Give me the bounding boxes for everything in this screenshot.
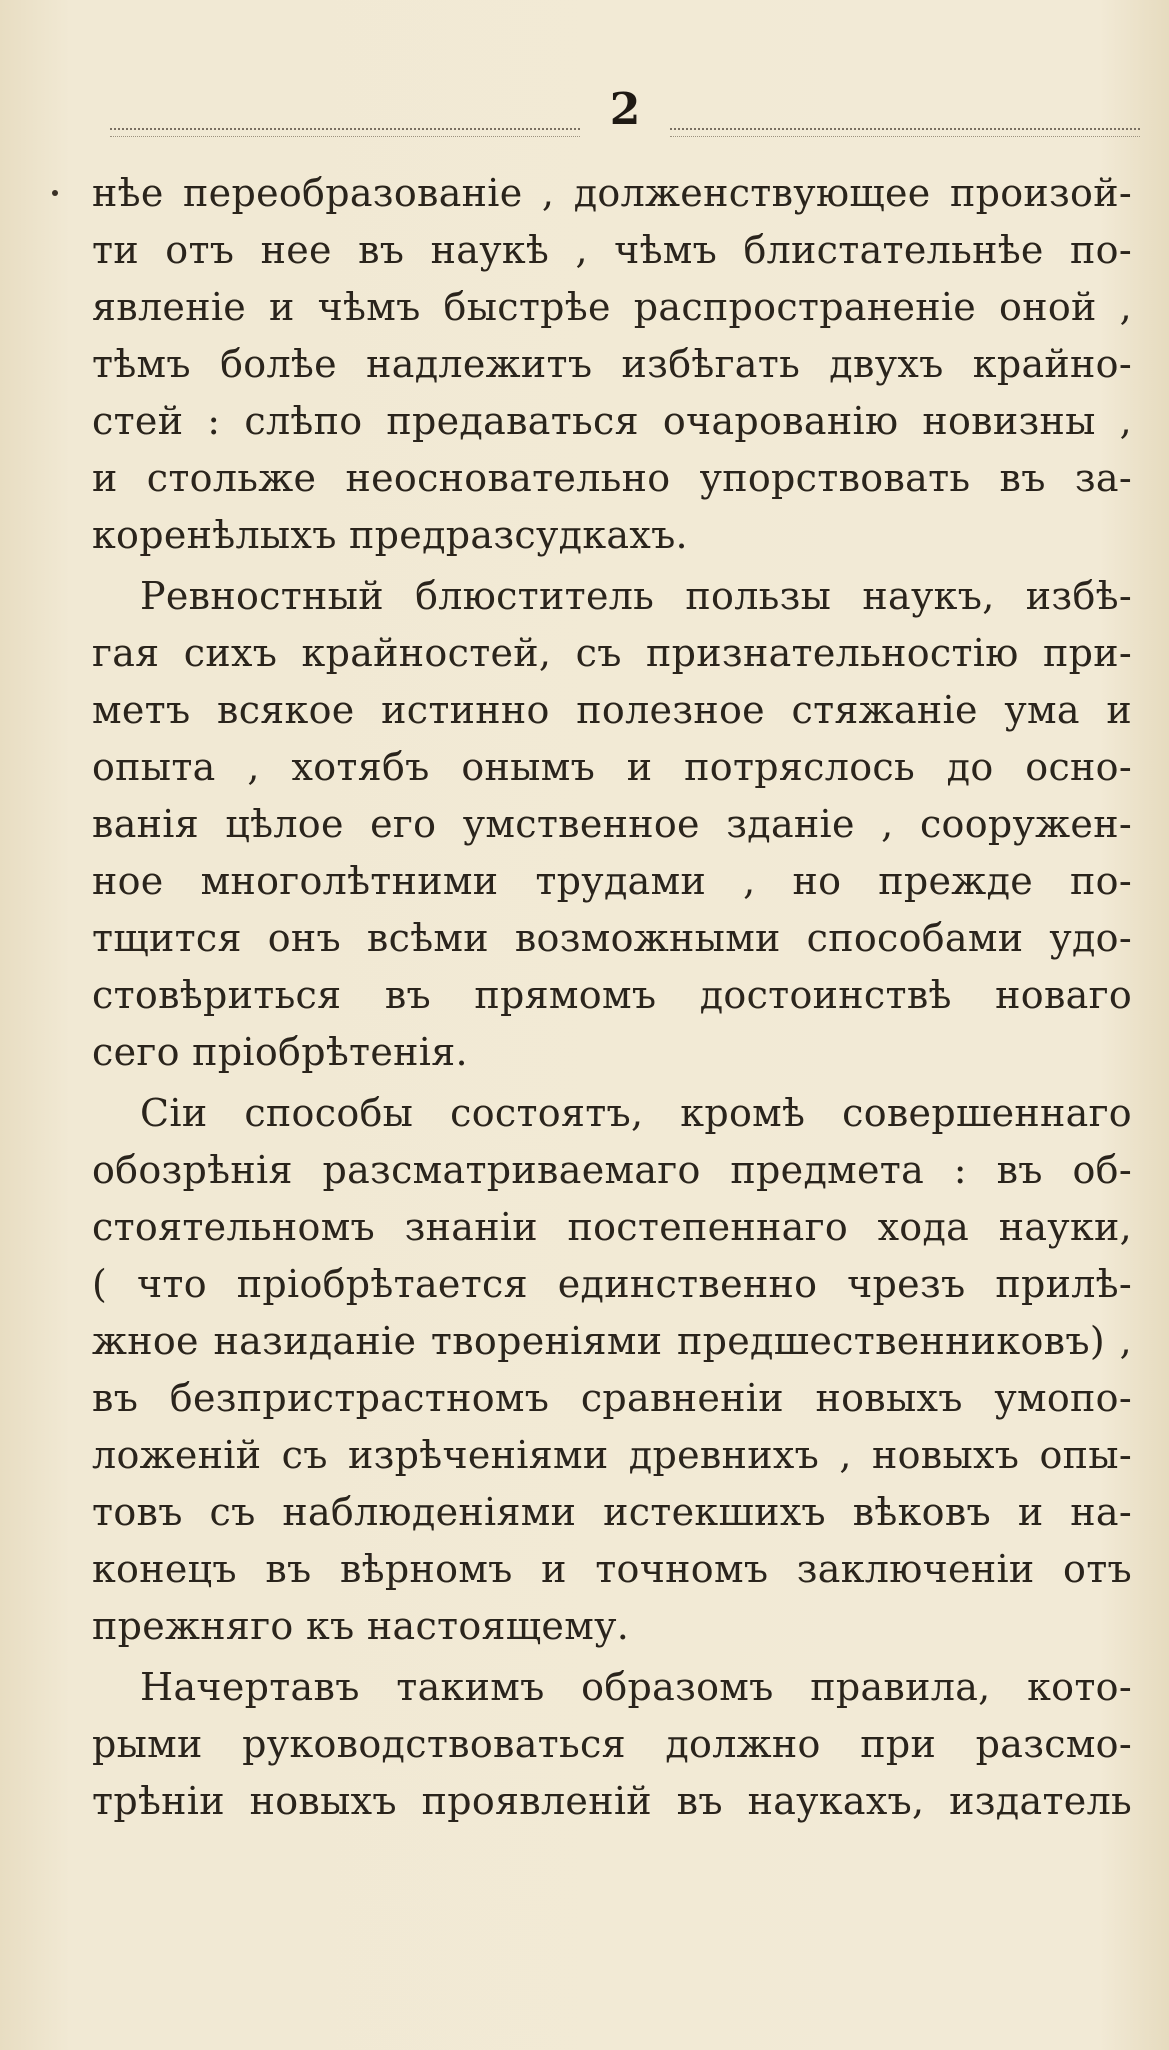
paragraph-3 <box>92 1085 1132 1655</box>
text-line: жное назиданіе твореніями предшественниковъ) , <box>92 1319 1132 1363</box>
text-line: Ревностный блюститель пользы наукъ, избѣ- <box>140 574 1132 618</box>
paragraph-4 <box>92 1659 1132 1830</box>
text-line: гая сихъ крайностей, съ признательностію при- <box>92 631 1132 675</box>
paragraph-2 <box>92 568 1132 1081</box>
text-line: метъ всякое истинно полезное стяжаніе ума и <box>92 688 1132 732</box>
text-line: ложеній съ изрѣченіями древнихъ , новыхъ опы- <box>92 1433 1132 1477</box>
text-line: опыта , хотябъ онымъ и потряслось до осно- <box>92 745 1132 789</box>
text-line: трѣніи новыхъ проявленій въ наукахъ, издатель <box>92 1779 1132 1823</box>
text-line: явленіе и чѣмъ быстрѣе распространеніе оной , <box>92 285 1132 329</box>
text-line: ванія цѣлое его умственное зданіе , сооружен- <box>92 802 1132 846</box>
text-line: Начертавъ такимъ образомъ правила, кото- <box>140 1665 1132 1709</box>
page-number: 2 <box>609 84 641 135</box>
text-line: стоятельномъ знаніи постепеннаго хода науки, <box>92 1205 1132 1249</box>
body-text <box>92 165 1132 1834</box>
text-line: обозрѣнія разсматриваемаго предмета : въ об- <box>92 1148 1132 1192</box>
text-line: ное многолѣтними трудами , но прежде по- <box>92 859 1132 903</box>
text-line: ти отъ нее въ наукѣ , чѣмъ блистательнѣе по- <box>92 228 1132 272</box>
text-line: Сіи способы состоятъ, кромѣ совершеннаго <box>140 1091 1132 1135</box>
running-header <box>110 78 1140 138</box>
margin-mark <box>52 190 58 196</box>
text-line: рыми руководствоваться должно при разсмо- <box>92 1722 1132 1766</box>
text-line: ( что пріобрѣтается единственно чрезъ прилѣ- <box>92 1262 1132 1306</box>
text-line: въ безпристрастномъ сравненіи новыхъ умопо- <box>92 1376 1132 1420</box>
text-line: нѣе переобразованіе , долженствующее произой- <box>92 171 1132 215</box>
text-line: прежняго къ настоящему. <box>92 1604 630 1648</box>
text-line: тѣмъ болѣе надлежитъ избѣгать двухъ крайно- <box>92 342 1132 386</box>
text-line: и стольже неосновательно упорствовать въ за- <box>92 456 1132 500</box>
text-line: тщится онъ всѣми возможными способами удо- <box>92 916 1132 960</box>
header-rule-right <box>670 128 1140 137</box>
text-line: стей : слѣпо предаваться очарованію новизны , <box>92 399 1132 443</box>
text-line: сего пріобрѣтенія. <box>92 1030 468 1074</box>
text-line: товъ съ наблюденіями истекшихъ вѣковъ и на- <box>92 1490 1132 1534</box>
text-line: конецъ въ вѣрномъ и точномъ заключеніи отъ <box>92 1547 1132 1591</box>
text-line: коренѣлыхъ предразсудкахъ. <box>92 513 688 557</box>
text-line: стовѣриться въ прямомъ достоинствѣ новаго <box>92 973 1132 1017</box>
paragraph-1 <box>92 165 1132 564</box>
